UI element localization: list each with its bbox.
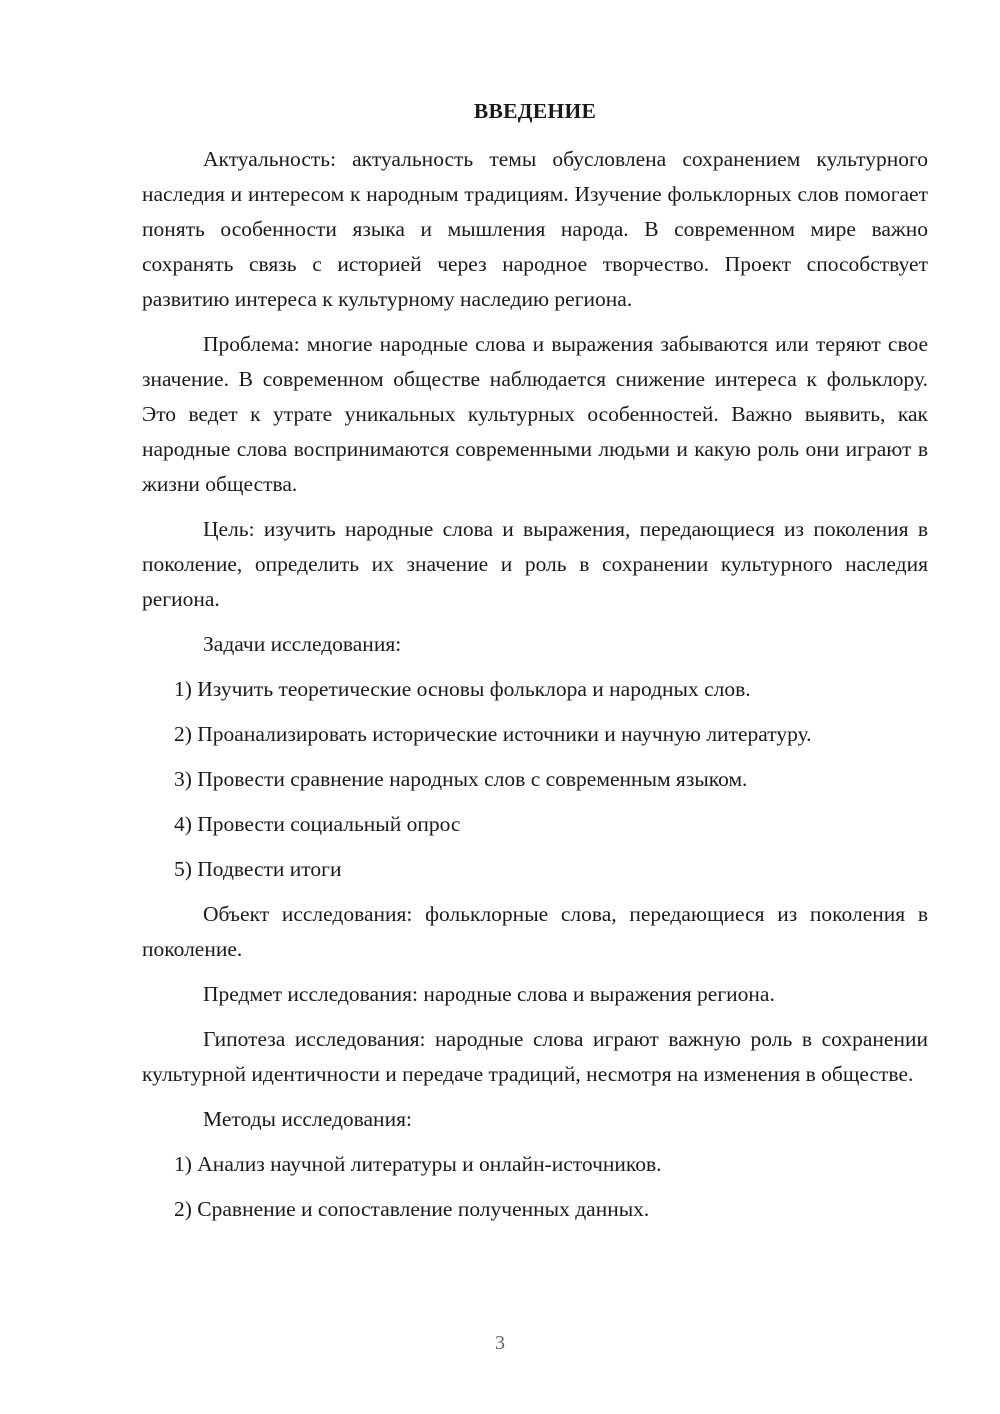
list-item: 4) Провести социальный опрос <box>174 812 461 836</box>
page-number: 3 <box>495 1332 505 1354</box>
page-title: ВВЕДЕНИЕ <box>473 99 597 123</box>
problem-paragraph: Проблема: многие народные слова и выражения забываются или теряют свое значение. В современном обществе наблюдается снижение интереса к фольклору. Это ведет к утрате уникальных культурных особенностей. Важно выявить, как народные слова воспринимаются современными людьми и какую роль они играют в жизни общества. <box>142 332 928 496</box>
relevance-paragraph: Актуальность: актуальность темы обусловлена сохранением культурного наследия и интересом к народным традициям. Изучение фольклорных слов помогает понять особенности языка и мышления народа. В современном мире важно сохранять связь с историей через народное творчество. Проект способствует развитию интереса к культурному наследию региона. <box>142 147 928 311</box>
document-page <box>142 96 928 1237</box>
list-item: 1) Изучить теоретические основы фольклора и народных слов. <box>174 677 751 701</box>
methods-heading: Методы исследования: <box>203 1107 412 1131</box>
subject-paragraph: Предмет исследования: народные слова и выражения региона. <box>203 982 775 1006</box>
hypothesis-paragraph: Гипотеза исследования: народные слова играют важную роль в сохранении культурной идентичности и передаче традиций, несмотря на изменения в обществе. <box>142 1027 928 1086</box>
tasks-heading: Задачи исследования: <box>203 632 402 656</box>
list-item: 1) Анализ научной литературы и онлайн-источников. <box>174 1152 662 1176</box>
goal-paragraph: Цель: изучить народные слова и выражения, передающиеся из поколения в поколение, определить их значение и роль в сохранении культурного наследия региона. <box>142 517 928 611</box>
tasks-list <box>142 672 928 887</box>
methods-list <box>142 1147 928 1227</box>
object-paragraph: Объект исследования: фольклорные слова, передающиеся из поколения в поколение. <box>142 902 928 961</box>
list-item: 2) Проанализировать исторические источники и научную литературу. <box>174 722 812 746</box>
list-item: 2) Сравнение и сопоставление полученных данных. <box>174 1197 650 1221</box>
list-item: 3) Провести сравнение народных слов с современным языком. <box>174 767 748 791</box>
list-item: 5) Подвести итоги <box>174 857 342 881</box>
